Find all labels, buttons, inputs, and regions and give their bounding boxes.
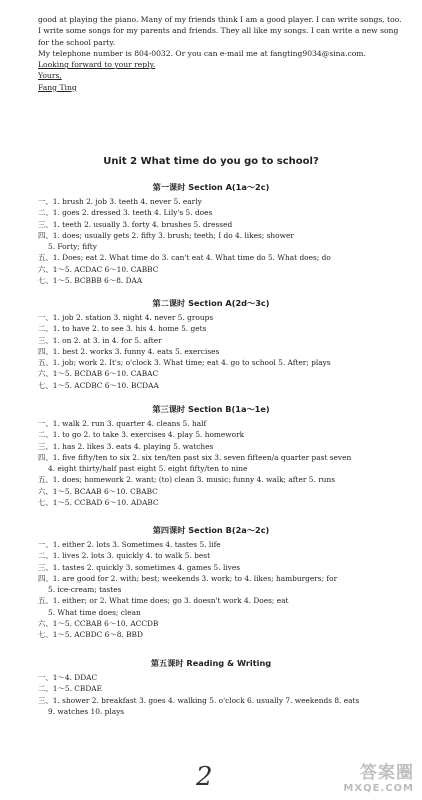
answer-row: 一、1. brush 2. job 3. teeth 4. never 5. early [38, 197, 202, 206]
answer-row: 六、1～5. CCBAB 6～10. ACCDB [38, 619, 159, 629]
section-title: 第五课时 Reading & Writing [150, 658, 272, 668]
answer-row: 四、1. are good for 2. with; best; weekends 3. work; to 4. likes; hamburgers; for [38, 573, 338, 583]
answer-row: 5. What time does; clean [48, 607, 141, 617]
letter-line: I write some songs for my parents and friends. They all like my songs. I can write a new song [38, 26, 399, 36]
answer-row: 七、1～5. CCBAD 6～10. ADABC [38, 498, 159, 508]
answer-row: 一、1. walk 2. run 3. quarter 4. cleans 5. half [38, 419, 207, 428]
answer-row: 三、1. has 2. likes 3. eats 4. playing 5. watches [38, 441, 214, 451]
answer-row: 五、1. either; or 2. What time does; go 3. doesn't work 4. Does; eat [38, 596, 289, 606]
letter-text [38, 14, 406, 93]
answer-row: 一、1～4. DDAC [38, 673, 98, 682]
answer-row: 五、1. job; work 2. It's; o'clock 3. What time; eat 4. go to school 5. After; plays [38, 358, 331, 368]
answer-row: 5. ice-cream; tastes [48, 585, 122, 595]
answer-row: 七、1～5. ACDBC 6～10. BCDAA [38, 380, 159, 390]
answer-row: 五、1. does; homework 2. want; (to) clean 3. music; funny 4. walk; after 5. runs [38, 475, 335, 485]
page-number: 2 [196, 762, 213, 792]
answer-row: 二、1. lives 2. lots 3. quickly 4. to walk 5. best [38, 551, 211, 561]
answer-row: 六、1～5. ACDAC 6～10. CABBC [38, 264, 159, 274]
watermark-logo-text: 答案圈 [360, 763, 414, 783]
watermark [343, 758, 414, 794]
letter-sign-off: Yours, [38, 71, 62, 81]
answer-row: 4. eight thirty/half past eight 5. eight fifty/ten to nine [48, 464, 248, 474]
answer-row: 二、1～5. CBDAE [38, 684, 103, 694]
answer-row: 六、1～5. BCAAB 6～10. CBABC [38, 486, 158, 496]
unit-title: Unit 2 What time do you go to school? [103, 156, 319, 167]
section-title: 第二课时 Section A(2d～3c) [152, 298, 270, 308]
section-answers [38, 196, 410, 286]
answer-row: 七、1～5. BCBBB 6～8. DAA [38, 276, 143, 286]
answer-row: 三、1. tastes 2. quickly 3. sometimes 4. games 5. lives [38, 562, 241, 572]
answer-row: 四、1. does; usually gets 2. fifty 3. brush; teeth; I do 4. likes; shower [38, 230, 294, 240]
letter-line: My telephone number is 804-0032. Or you can e-mail me at fangting9034@sina.com. [38, 48, 366, 58]
answer-row: 二、1. to go 2. to take 3. exercises 4. play 5. homework [38, 430, 245, 440]
answer-row: 5. Forty; fifty [48, 242, 97, 252]
answer-row: 五、1. Does; eat 2. What time do 3. can't eat 4. What time do 5. What does; do [38, 253, 331, 263]
answer-row: 二、1. goes 2. dressed 3. teeth 4. Lily's 5. does [38, 208, 213, 218]
answer-row: 二、1. to have 2. to see 3. his 4. home 5. gets [38, 324, 207, 334]
section-answers [38, 312, 410, 391]
answer-row: 三、1. on 2. at 3. in 4. for 5. after [38, 335, 162, 345]
section-title: 第一课时 Section A(1a～2c) [152, 182, 270, 192]
letter-signature: Fang Ting [38, 82, 77, 92]
answer-row: 四、1. best 2. works 3. funny 4. eats 5. exercises [38, 346, 220, 356]
answer-row: 9. watches 10. plays [48, 706, 125, 716]
watermark-url: MXQE.COM [343, 783, 414, 794]
answer-row: 一、1. job 2. station 3. night 4. never 5. groups [38, 313, 214, 322]
letter-closing: Looking forward to your reply. [38, 60, 156, 70]
section-answers [38, 672, 410, 717]
answer-row: 三、1. teeth 2. usually 3. forty 4. brushes 5. dressed [38, 219, 233, 229]
section-title: 第三课时 Section B(1a～1e) [152, 404, 270, 414]
answer-row: 四、1. five fifty/ten to six 2. six ten/ten past six 3. seven fifteen/a quarter past seven [38, 452, 352, 462]
letter-line: good at playing the piano. Many of my friends think I am a good player. I can write songs, too. [38, 15, 402, 24]
section-answers [38, 539, 410, 641]
answer-row: 三、1. shower 2. breakfast 3. goes 4. walking 5. o'clock 6. usually 7. weekends 8. eats [38, 695, 360, 705]
section-title: 第四课时 Section B(2a～2c) [152, 525, 270, 535]
section-answers [38, 418, 410, 508]
answer-row: 一、1. either 2. lots 3. Sometimes 4. tastes 5. life [38, 540, 221, 549]
answer-row: 六、1～5. BCDAB 6～10. CABAC [38, 369, 159, 379]
letter-line: for the school party. [38, 37, 116, 47]
answer-row: 七、1～5. ACBDC 6～8. BBD [38, 630, 143, 640]
